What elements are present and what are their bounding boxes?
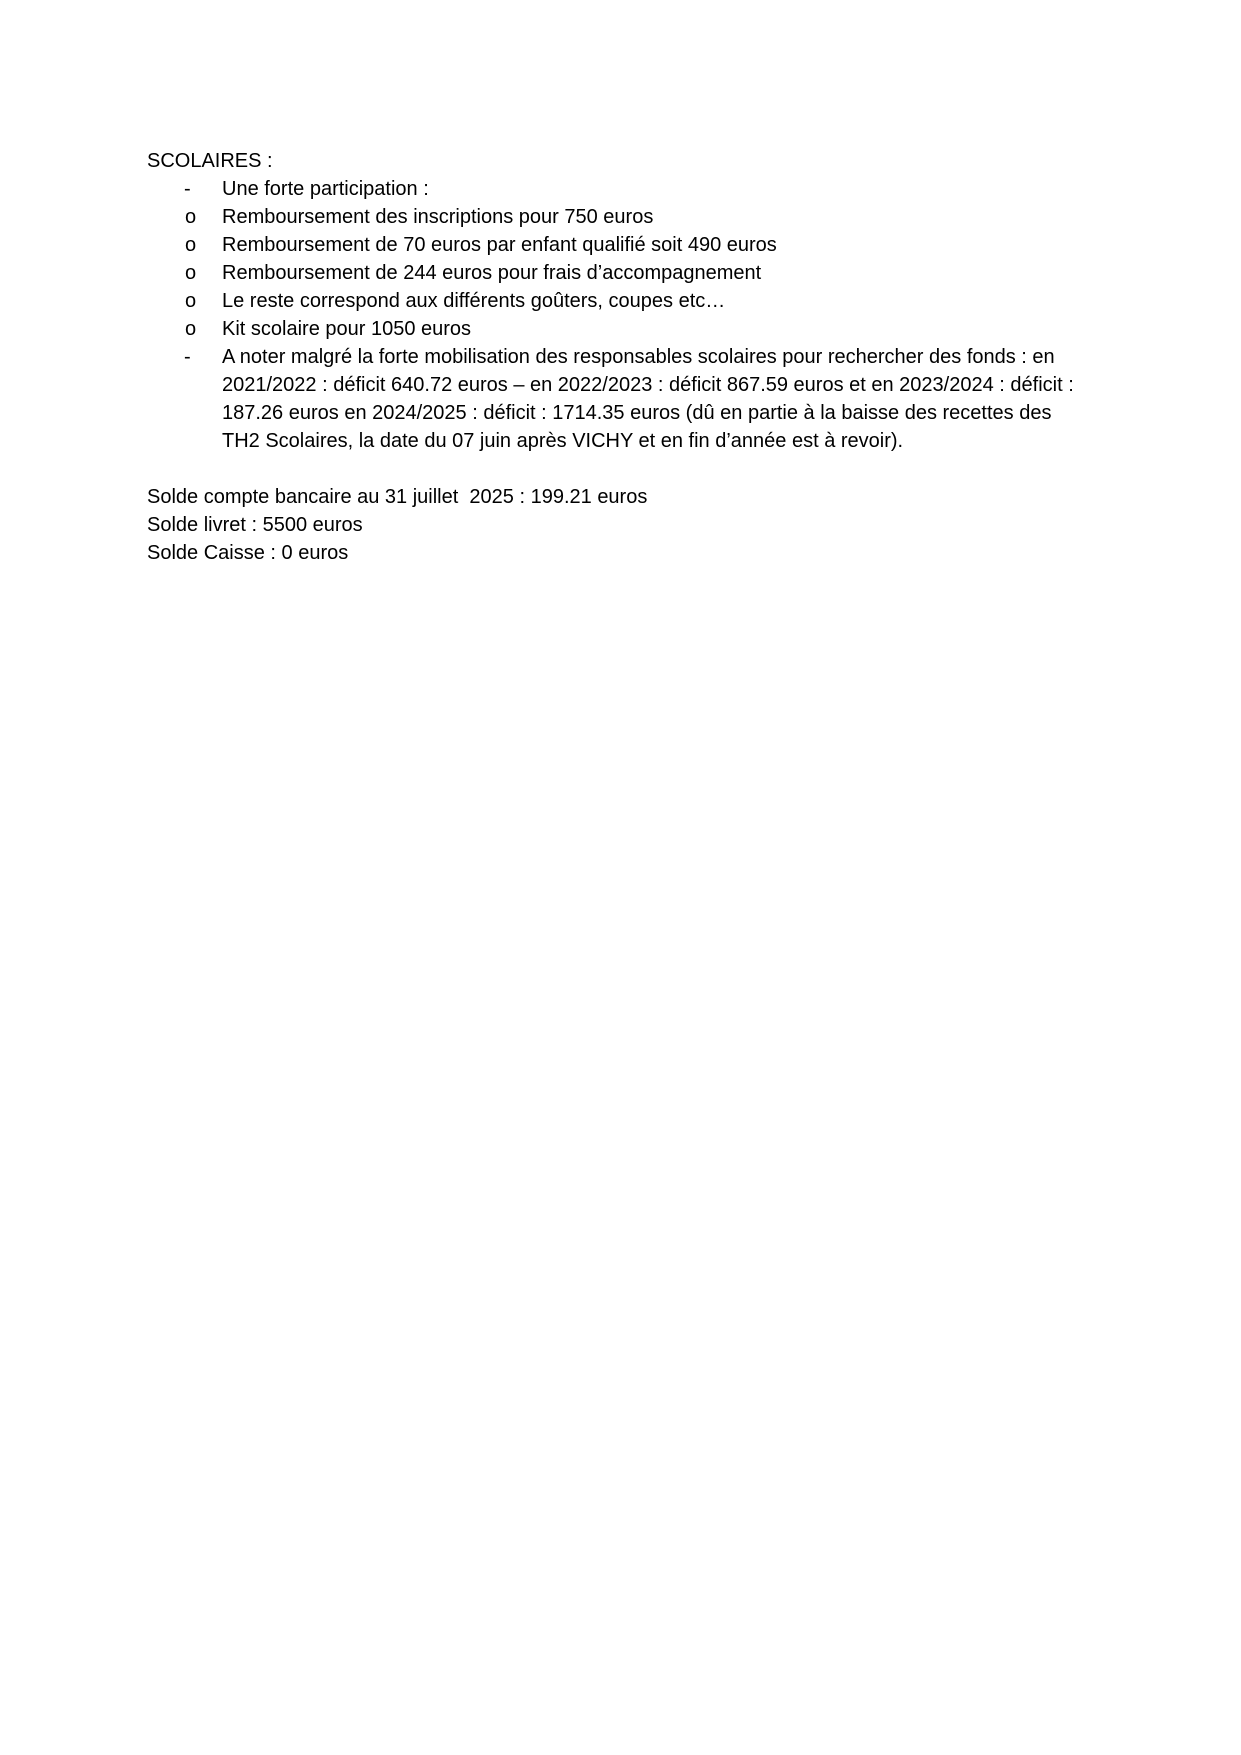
dash-bullet-icon: - bbox=[184, 178, 191, 200]
sub-bullet-item bbox=[147, 287, 1097, 315]
dash-bullet-icon: - bbox=[184, 346, 191, 368]
sub-bullet-list bbox=[147, 203, 1097, 343]
sub-bullet-item bbox=[147, 203, 1097, 231]
bullet-text: A noter malgré la forte mobilisation des responsables scolaires pour rechercher des fonds : en 2021/2022 : déficit 640.72 euros – en 2022/2023 : déficit 867.59 euros et en 2023/2024 : déficit : 187.26 euros en 2024/2025 : déficit : 1714.35 euros (dû en partie à la baisse des recettes des TH2 Scolaires, la date du 07 juin après VICHY et en fin d’année est à revoir). bbox=[222, 346, 1074, 452]
bullet-text: Une forte participation : bbox=[222, 178, 429, 200]
balance-savings-account: Solde livret : 5500 euros bbox=[147, 514, 363, 536]
sub-bullet-item bbox=[147, 231, 1097, 259]
sub-bullet-text: Remboursement des inscriptions pour 750 euros bbox=[222, 206, 654, 228]
bullet-item-participation bbox=[147, 175, 1097, 203]
sub-bullet-item bbox=[147, 315, 1097, 343]
balance-bank-account: Solde compte bancaire au 31 juillet 2025 : 199.21 euros bbox=[147, 486, 648, 508]
circle-bullet-icon: o bbox=[185, 318, 197, 340]
circle-bullet-icon: o bbox=[185, 262, 197, 284]
sub-bullet-item bbox=[147, 259, 1097, 287]
paragraph-spacer bbox=[147, 455, 1097, 483]
sub-bullet-text: Remboursement de 244 euros pour frais d’accompagnement bbox=[222, 262, 762, 284]
bullet-item-deficit-note bbox=[147, 343, 1097, 455]
document-content bbox=[147, 147, 1097, 567]
section-title: SCOLAIRES : bbox=[147, 150, 273, 172]
circle-bullet-icon: o bbox=[185, 234, 197, 256]
sub-bullet-text: Kit scolaire pour 1050 euros bbox=[222, 318, 472, 340]
sub-bullet-text: Le reste correspond aux différents goûters, coupes etc… bbox=[222, 290, 726, 312]
sub-bullet-text: Remboursement de 70 euros par enfant qualifié soit 490 euros bbox=[222, 234, 777, 256]
circle-bullet-icon: o bbox=[185, 290, 197, 312]
circle-bullet-icon: o bbox=[185, 206, 197, 228]
balance-cash: Solde Caisse : 0 euros bbox=[147, 542, 349, 564]
